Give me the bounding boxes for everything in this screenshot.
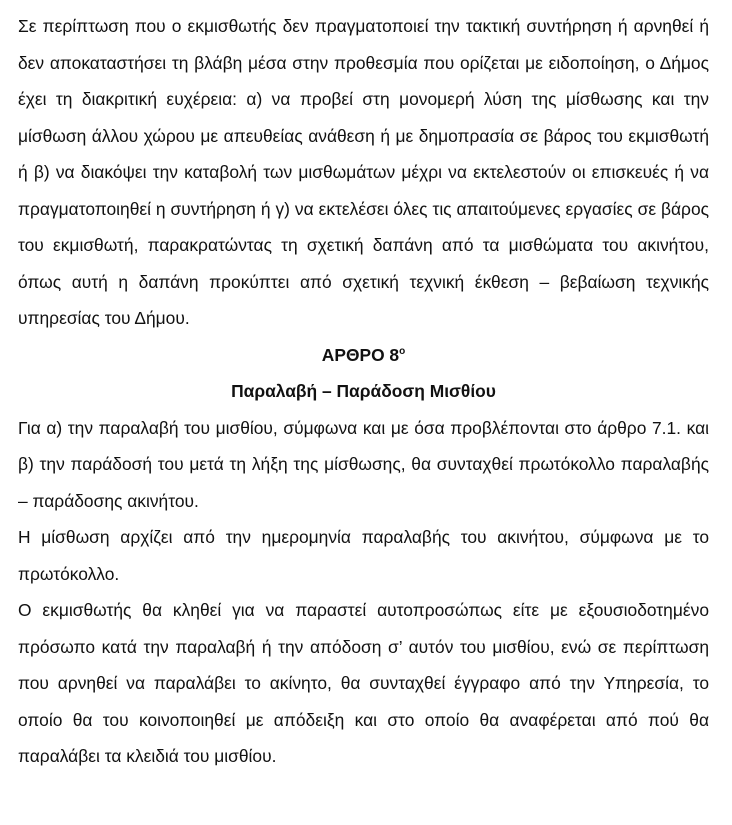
paragraph-lease-start: Η μίσθωση αρχίζει από την ημερομηνία παραλαβής του ακινήτου, σύμφωνα με το πρωτόκολλο. — [18, 527, 709, 584]
article-title: Παραλαβή – Παράδοση Μισθίου — [231, 381, 496, 401]
paragraph-lessor-summons: Ο εκμισθωτής θα κληθεί για να παραστεί αυτοπροσώπως είτε με εξουσιοδοτημένο πρόσωπο κατά την παραλαβή ή την απόδοση σ’ αυτόν του μισθίου, ενώ σε περίπτωση που αρνηθεί να παραλάβει το ακίνητο, θα συνταχθεί έγγραφο από την Υπηρεσία, το οποίο θα του κοινοποιηθεί με απόδειξη και στο οποίο θα αναφέρεται από πού θα παραλάβει τα κλειδιά του μισθίου. — [18, 600, 709, 766]
article-heading-text: ΑΡΘΡΟ 8 — [321, 344, 400, 365]
paragraph-receipt-delivery: Για α) την παραλαβή του μισθίου, σύμφωνα και με όσα προβλέπονται στο άρθρο 7.1. και β) την παράδοσή του μετά τη λήξη της μίσθωσης, θα συνταχθεί πρωτόκολλο παραλαβής – παράδοσης ακινήτου. — [18, 417, 709, 511]
intro-paragraph: Σε περίπτωση που ο εκμισθωτής δεν πραγματοποιεί την τακτική συντήρηση ή αρνηθεί ή δεν αποκαταστήσει τη βλάβη μέσα στην προθεσμία που ορίζεται με ειδοποίηση, ο Δήμος έχει τη διακριτική ευχέρεια: α) να προβεί στη μονομερή λύση της μίσθωσης και την μίσθωση άλλου χώρου με απευθείας ανάθεση ή με δημοπρασία σε βάρος του εκμισθωτή ή β) να διακόψει την καταβολή των μισθωμάτων μέχρι να εκτελεστούν οι επισκευές ή να πραγματοποιηθεί η συντήρηση ή γ) να εκτελέσει όλες τις απαιτούμενες εργασίες σε βάρος του εκμισθωτή, παρακρατώντας τη σχετική δαπάνη από τα μισθώματα του ακινήτου, όπως αυτή η δαπάνη προκύπτει από σχετική τεχνική έκθεση – βεβαίωση τεχνικής υπηρεσίας του Δήμου. — [18, 16, 709, 328]
article-heading — [18, 337, 709, 374]
article-heading-superscript: ο — [399, 345, 406, 357]
